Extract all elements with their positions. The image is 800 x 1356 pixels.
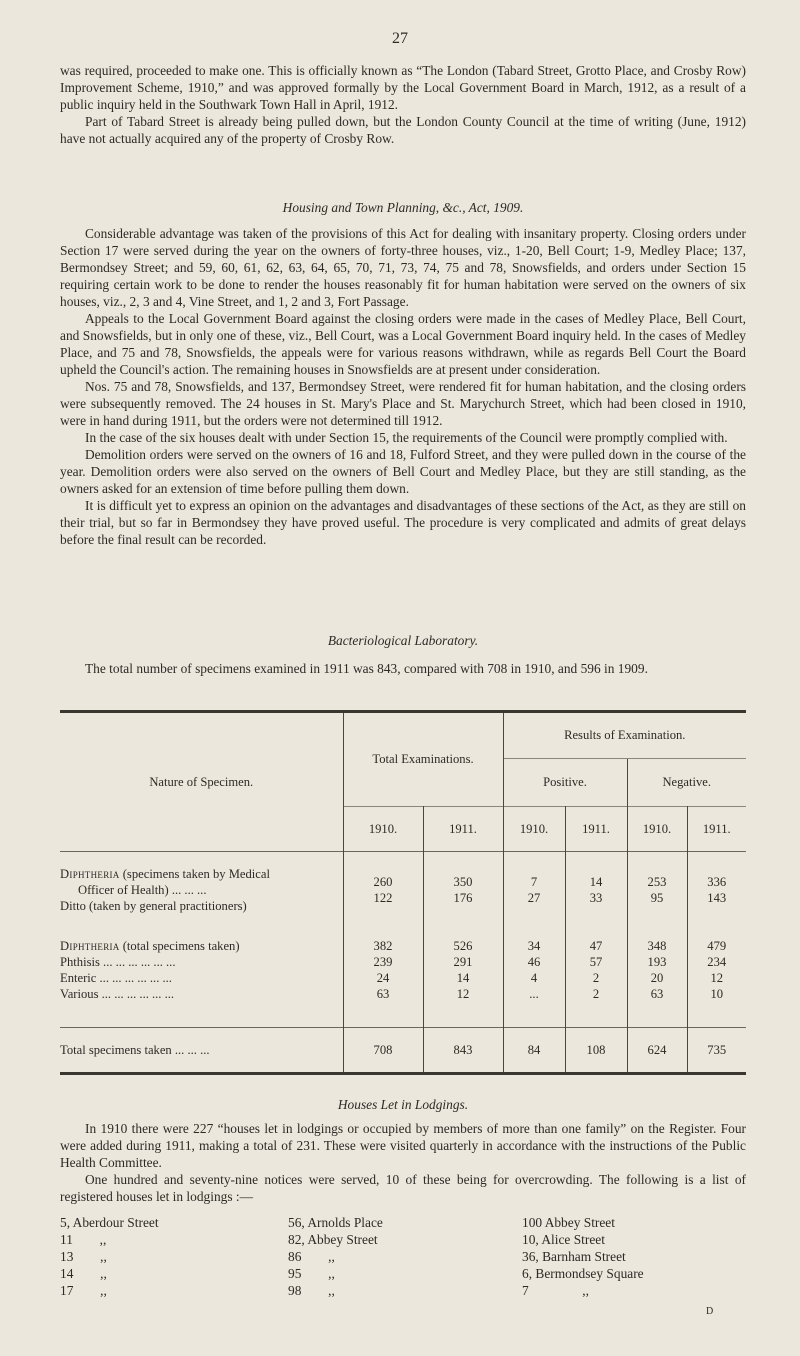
value: 253 <box>647 874 667 889</box>
value: 526 <box>453 938 473 953</box>
leader-dots: ... ... ... ... ... ... <box>98 986 175 1001</box>
value-cell <box>503 852 565 918</box>
value: 14 <box>589 874 603 889</box>
list-item: 86 ,, <box>288 1249 335 1264</box>
lodgings-heading: Houses Let in Lodgings. <box>337 1097 469 1112</box>
specimen-text: Various <box>60 986 99 1001</box>
value-cell <box>627 852 687 918</box>
value-cell <box>343 852 423 918</box>
list-item: 10, Alice Street <box>522 1232 605 1247</box>
list-item: 6, Bermondsey Square <box>522 1266 644 1281</box>
bacteriological-section <box>60 660 746 677</box>
value: 95 <box>650 890 664 905</box>
total-label <box>60 1028 343 1074</box>
total-value: 708 <box>343 1028 423 1074</box>
list-item: 36, Barnham Street <box>522 1249 626 1264</box>
intro-paragraph: was required, proceeded to make one. This is officially known as “The London (Tabard Street, Grotto Place, and Crosby Row) Improvement Scheme, 1910,” and was approved formally by the Local Government Board in March, 1912, as a result of a public inquiry held in the Southwark Town Hall in April, 1912. <box>60 63 746 112</box>
list-item: 82, Abbey Street <box>288 1232 378 1247</box>
value: 2 <box>592 986 600 1001</box>
lodgings-list-column <box>60 1214 159 1299</box>
specimen-smallcaps: Diphtheria <box>60 938 120 953</box>
year-header: 1910. <box>343 807 423 852</box>
year-header: 1911. <box>565 807 627 852</box>
year-header: 1911. <box>423 807 503 852</box>
value: 63 <box>376 986 390 1001</box>
value: 350 <box>453 874 473 889</box>
value: 479 <box>707 938 727 953</box>
value: 176 <box>453 890 473 905</box>
value: ... <box>529 986 539 1001</box>
table-row <box>60 918 746 1028</box>
value: 336 <box>707 874 727 889</box>
housing-paragraph: It is difficult yet to express an opinion on the advantages and disadvantages of these sections of the Act, as they are still on their trial, but so far in Bermondsey they have proved useful. The procedure is very complicated and admits of great delays before the final result can be recorded. <box>60 498 746 547</box>
value: 57 <box>589 954 603 969</box>
specimen-table <box>60 710 746 1075</box>
housing-section <box>60 225 746 548</box>
value: 193 <box>647 954 667 969</box>
value: 12 <box>456 986 470 1001</box>
total-value: 843 <box>423 1028 503 1074</box>
specimen-label <box>60 918 343 1028</box>
nature-header: Nature of Specimen. <box>60 712 343 852</box>
leader-dots: ... ... ... <box>171 1042 210 1057</box>
results-header: Results of Examination. <box>503 712 746 759</box>
value-cell <box>687 918 746 1028</box>
total-value: 84 <box>503 1028 565 1074</box>
value: 143 <box>707 890 727 905</box>
specimen-smallcaps: Diphtheria <box>60 866 120 881</box>
value: 12 <box>710 970 724 985</box>
specimen-text: (total specimens taken) <box>119 938 240 953</box>
value-cell <box>687 852 746 918</box>
signature-mark: D <box>706 1306 714 1317</box>
value: 348 <box>647 938 667 953</box>
list-item: 100 Abbey Street <box>522 1215 615 1230</box>
value: 47 <box>589 938 603 953</box>
list-item: 95 ,, <box>288 1266 335 1281</box>
year-header: 1911. <box>687 807 746 852</box>
value: 27 <box>527 890 541 905</box>
housing-paragraph: Considerable advantage was taken of the provisions of this Act for dealing with insanitary property. Closing orders under Section 17 were served during the year on the owners of forty-three houses, viz., 1-20, Bell Court; 1-9, Medley Place; 137, Bermondsey Street; and 59, 60, 61, 62, 63, 64, 65, 70, 71, 73, 74, 75 and 78, Snowsfields, and orders under Section 15 requiring certain work to be done to render the houses reasonably fit for human habitation were served on the owners of six houses, viz., 2, 3 and 4, Vine Street, and 1, 2 and 3, Fort Passage. <box>60 226 746 309</box>
table-row <box>60 852 746 918</box>
intro-paragraph: Part of Tabard Street is already being pulled down, but the London County Council at the time of writing (June, 1912) have not actually acquired any of the property of Crosby Row. <box>60 114 746 146</box>
value: 234 <box>707 954 727 969</box>
list-item: 11 ,, <box>60 1232 107 1247</box>
lodgings-list-column <box>288 1214 383 1299</box>
value: 20 <box>650 970 664 985</box>
specimen-text: (specimens taken by Medical <box>119 866 270 881</box>
value: 291 <box>453 954 473 969</box>
specimen-text: Phthisis <box>60 954 100 969</box>
value-cell <box>503 918 565 1028</box>
table-header-row <box>60 712 746 759</box>
value: 382 <box>373 938 393 953</box>
bacteriological-paragraph: The total number of specimens examined in 1911 was 843, compared with 708 in 1910, and 596 in 1909. <box>85 661 648 676</box>
housing-paragraph: Nos. 75 and 78, Snowsfields, and 137, Bermondsey Street, were rendered fit for human habitation, and the closing orders were subsequently removed. The 24 houses in St. Mary's Place and St. Marychurch Street, which had been closed in 1910, were in hand during 1911, but the orders were not determined till 1912. <box>60 379 746 428</box>
value-cell <box>343 918 423 1028</box>
list-item: 14 ,, <box>60 1266 107 1281</box>
value: 239 <box>373 954 393 969</box>
total-examinations-header: Total Examinations. <box>343 712 503 807</box>
value: 63 <box>650 986 664 1001</box>
specimen-text: Ditto (taken by general practitioners) <box>60 898 247 913</box>
total-value: 624 <box>627 1028 687 1074</box>
bacteriological-heading: Bacteriological Laboratory. <box>327 633 479 648</box>
housing-paragraph: Appeals to the Local Government Board against the closing orders were made in the cases of Medley Place, Bell Court, and Snowsfields, but in only one of these, viz., Bell Court, was a Local Government Board inquiry held. In the cases of Medley Place, and 75 and 78, Snowsfields, the appeals were for various reasons withdrawn, while as regards Bell Court the Board upheld the Council's action. The remaining houses in Snowsfields are at present under consideration. <box>60 311 746 377</box>
value-cell <box>565 852 627 918</box>
value-cell <box>565 918 627 1028</box>
total-row <box>60 1028 746 1074</box>
list-item: 56, Arnolds Place <box>288 1215 383 1230</box>
leader-dots: ... ... ... ... ... ... <box>96 970 172 985</box>
housing-paragraph: Demolition orders were served on the owners of 16 and 18, Fulford Street, and they were pulled down in the course of the year. Demolition orders were also served on the owners of Bell Court and Medley Place, but they are still standing, as the owners asked for an extension of time before pulling them down. <box>60 447 746 496</box>
value: 34 <box>527 938 541 953</box>
value: 122 <box>373 890 393 905</box>
housing-heading: Housing and Town Planning, &c., Act, 1909. <box>282 200 524 215</box>
total-value: 735 <box>687 1028 746 1074</box>
housing-paragraph: In the case of the six houses dealt with under Section 15, the requirements of the Council were promptly complied with. <box>85 430 728 445</box>
leader-dots: ... ... ... <box>168 882 207 897</box>
value: 10 <box>710 986 724 1001</box>
negative-header: Negative. <box>662 775 712 789</box>
lodgings-section <box>60 1120 746 1205</box>
year-header: 1910. <box>503 807 565 852</box>
total-value: 108 <box>565 1028 627 1074</box>
lodgings-paragraph: In 1910 there were 227 “houses let in lodgings or occupied by members of more than one family” on the Register. Four were added during 1911, making a total of 231. These were visited quarterly in accordance with the instructions of the Public Health Committee. <box>60 1121 746 1170</box>
value: 2 <box>592 970 600 985</box>
page-number: 27 <box>392 30 408 47</box>
value: 4 <box>530 970 538 985</box>
specimen-text: Officer of Health) <box>78 882 169 897</box>
list-item: 5, Aberdour Street <box>60 1215 159 1230</box>
list-item: 98 ,, <box>288 1283 335 1298</box>
list-item: 13 ,, <box>60 1249 107 1264</box>
list-item: 17 ,, <box>60 1283 107 1298</box>
lodgings-list-column <box>522 1214 644 1299</box>
value: 24 <box>376 970 390 985</box>
value: 7 <box>530 874 538 889</box>
list-item: 7 ,, <box>522 1283 589 1298</box>
value: 33 <box>589 890 603 905</box>
specimen-label <box>60 852 343 918</box>
value-cell <box>627 918 687 1028</box>
lodgings-paragraph: One hundred and seventy-nine notices were served, 10 of these being for overcrowding. The following is a list of registered houses let in lodgings :— <box>60 1172 746 1204</box>
intro-section <box>60 62 746 147</box>
value-cell <box>423 852 503 918</box>
positive-header: Positive. <box>503 759 627 807</box>
specimen-text: Enteric <box>60 970 97 985</box>
total-label-text: Total specimens taken <box>60 1042 172 1057</box>
value: 46 <box>527 954 541 969</box>
leader-dots: ... ... ... ... ... ... <box>99 954 176 969</box>
year-header: 1910. <box>627 807 687 852</box>
value: 14 <box>456 970 470 985</box>
value: 260 <box>373 874 393 889</box>
value-cell <box>423 918 503 1028</box>
